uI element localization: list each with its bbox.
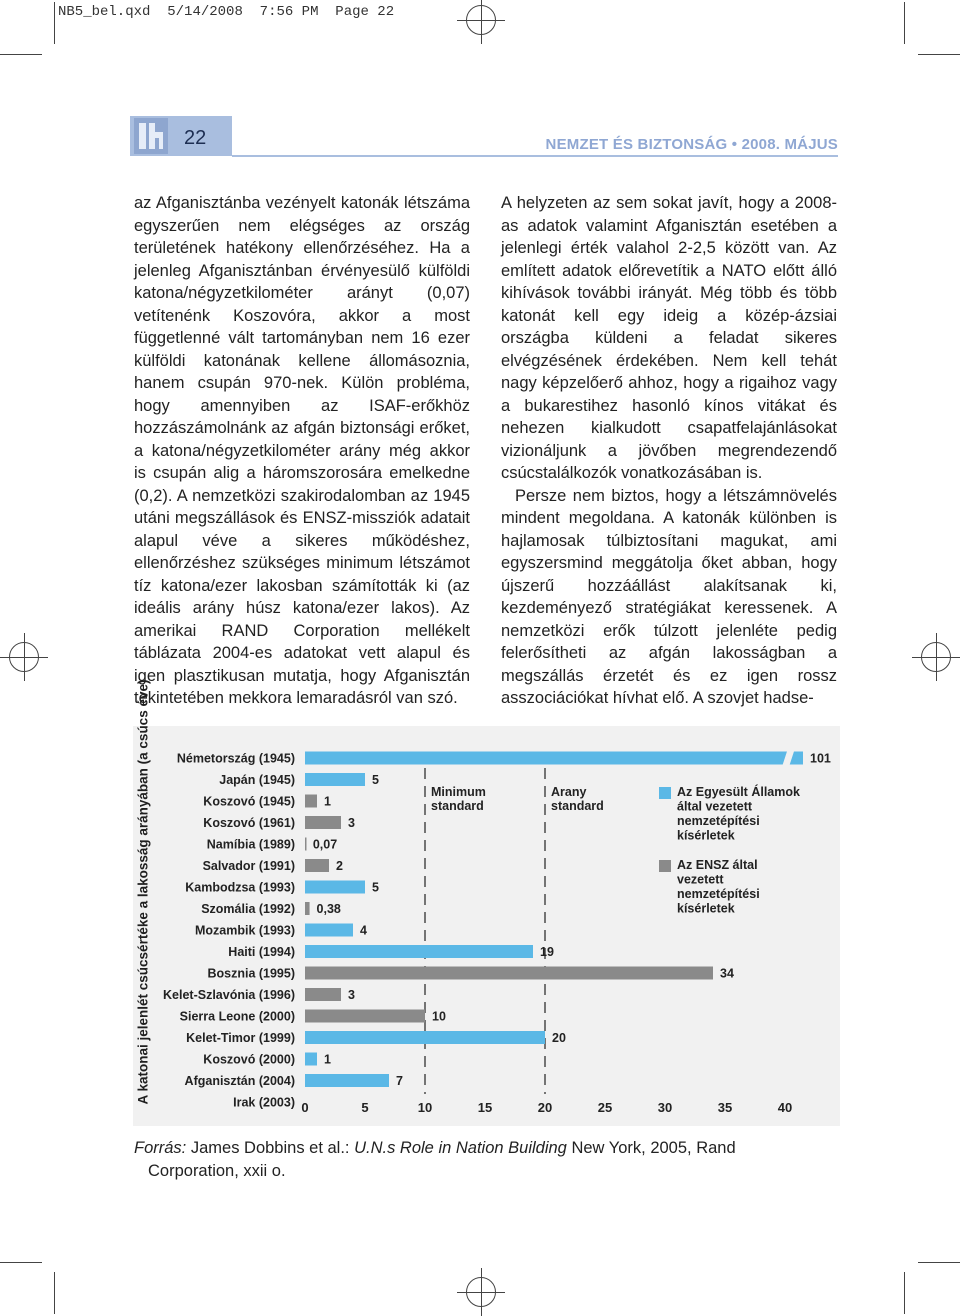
x-tick-label: 10	[417, 1100, 433, 1115]
data-bar	[305, 924, 353, 937]
category-label: Szomália (1992)	[201, 902, 295, 916]
registration-mark	[9, 642, 39, 672]
category-label: Afganisztán (2004)	[184, 1074, 295, 1088]
slug-file: NB5_bel.qxd	[58, 4, 151, 20]
registration-mark	[466, 1277, 496, 1307]
data-label: 1	[324, 794, 331, 809]
caption-rest-2: Corporation, xxii o.	[148, 1161, 286, 1180]
legend-label: nemzetépítési	[677, 814, 760, 828]
registration-mark	[921, 642, 951, 672]
chart-figure	[133, 679, 840, 1126]
data-label: 7	[396, 1074, 403, 1088]
crop-mark	[0, 54, 42, 55]
data-bar	[305, 1031, 545, 1044]
data-bar	[305, 881, 365, 894]
crop-mark	[904, 1272, 905, 1314]
legend-swatch	[659, 860, 671, 872]
running-title: NEMZET ÉS BIZTONSÁG • 2008. MÁJUS	[545, 136, 838, 153]
data-label: 5	[372, 880, 379, 895]
crop-mark	[54, 2, 55, 44]
data-bar	[305, 1010, 425, 1023]
data-label: 20	[552, 1031, 566, 1045]
data-label: 4	[360, 923, 367, 938]
page-number-box	[130, 116, 232, 156]
data-bar	[305, 773, 365, 786]
journal-logo-icon	[134, 118, 168, 154]
category-label: Németország (1945)	[176, 751, 295, 766]
category-label: Koszovó (1945)	[203, 794, 295, 809]
reference-line-label: standard	[431, 799, 484, 813]
x-tick-label: 40	[777, 1100, 793, 1115]
data-bar	[305, 902, 310, 915]
x-tick-label: 30	[657, 1100, 673, 1115]
category-label: Salvador (1991)	[202, 859, 295, 873]
left-paragraph: az Afganisztánba vezényelt katonák létszáma egyszerűen nem elégséges az ország területének hatékony ellenőrzéséhez. Ha a jelenleg Afganisztánban érvényesülő külföldi katona/négyzetkilométer arányt (0,07) vetítenénk Koszovóra, akkor a most függetlenné vált tartományban nem 16 ezer külföldi katonának kellene állomásoznia, hanem csupán 970-nek. Külön probléma, hogy amennyiben az ISAF-erőkhöz hozzászámolnánk az afgán biztonsági erőket, a katona/négyzetkilométer arány még akkor is csupán alig a háromszorosára emelkedne (0,2). A nemzetközi szakirodalomban az 1945 utáni megszállások és ENSZ-missziók adatait alapul véve a sikeres működéshez, ellenőrzéshez szükséges minimum létszámot tíz katona/ezer lakosban számították ki (az ideális arány húsz katona/ezer lakos). Az amerikai RAND Corporation mellékelt táblázata 2004-es adatokat vett alapul és igen plasztikusan mutatja, hogy Afganisztán tekintetében mekkora lemaradásról van szó.	[134, 194, 470, 707]
data-bar	[305, 1074, 389, 1087]
slug-time: 7:56 PM	[259, 4, 319, 20]
right-column	[501, 192, 837, 710]
bar-chart	[133, 679, 840, 1126]
data-label: 0,38	[316, 902, 341, 916]
category-label: Sierra Leone (2000)	[179, 1009, 295, 1024]
category-label: Haiti (1994)	[228, 945, 295, 959]
legend-label: kísérletek	[677, 828, 735, 843]
page-number: 22	[184, 127, 207, 149]
data-label: 34	[720, 966, 734, 981]
legend-label: Az Egyesült Államok	[677, 785, 800, 799]
legend-swatch	[659, 787, 671, 799]
crop-mark	[0, 1262, 42, 1263]
reference-line-label: standard	[551, 799, 604, 813]
crop-mark	[918, 54, 960, 55]
x-tick-label: 15	[477, 1100, 493, 1115]
legend-label: nemzetépítési	[677, 887, 760, 901]
data-label: 3	[348, 988, 355, 1002]
slug-date: 5/14/2008	[167, 4, 243, 20]
reference-line-label: Minimum	[431, 785, 486, 799]
data-bar	[305, 945, 533, 958]
data-label: 10	[432, 1009, 446, 1024]
category-label: Kambodzsa (1993)	[185, 880, 295, 895]
figure-caption	[134, 1137, 838, 1182]
caption-authors: James Dobbins et al.:	[186, 1139, 355, 1157]
data-label: 19	[540, 945, 554, 959]
print-slug	[58, 4, 394, 20]
x-tick-label: 35	[717, 1100, 733, 1115]
caption-source-title: U.N.s Role in Nation Building	[354, 1139, 567, 1157]
data-bar	[305, 1053, 317, 1066]
caption-rest-1: New York, 2005, Rand	[566, 1139, 736, 1157]
right-paragraph-2: Persze nem biztos, hogy a létszámnövelés mindent megoldana. A katonák különben is hajlamosak túlbiztosítani magukat, ami egyszersmind meggátolja őket abban, hogy újszerű hozzáállást alakítsanak ki, kezdeményező stratégiákat keressenek. A nemzetközi erők túlzott jelenléte pedig felerősítheti az afgán lakosságban a megszállás érzetét és ez igen rossz asszociációkat hívhat elő. A szovjet hadse-	[501, 486, 837, 707]
data-bar	[305, 859, 329, 872]
data-label: 1	[324, 1052, 331, 1067]
data-label: 3	[348, 816, 355, 830]
data-bar	[305, 988, 341, 1001]
crop-mark	[54, 1272, 55, 1314]
slug-page: Page 22	[335, 4, 395, 20]
x-tick-label: 25	[597, 1100, 613, 1115]
data-label: 101	[810, 751, 831, 766]
left-column	[134, 192, 470, 710]
category-label: Mozambik (1993)	[194, 923, 295, 938]
category-label: Koszovó (1961)	[203, 816, 295, 830]
category-label: Bosznia (1995)	[207, 966, 295, 981]
category-label: Kelet-Szlavónia (1996)	[163, 988, 295, 1002]
category-label: Kelet-Timor (1999)	[186, 1031, 295, 1045]
data-label: 5	[372, 773, 379, 787]
right-paragraph-1: A helyzeten az sem sokat javít, hogy a 2008-as adatok valamint Afganisztán esetében a jelenlegi érték valahol 2-2,5 között van. Az említett adatok előrevetítik a NATO előtt álló kihívások további irányát. Még több és több katonát kell egy ideig a közép-ázsiai országba küldeni a feladat sikeres elvégzésének érdekében. Nem kell tehát nagy képzelőerő ahhoz, hogy a rigaihoz vagy a bukarestihez hasonló kínos vitákat és nehezen kialkudott csapatfelajánlásokat vizionáljunk a jövőben megrendezendő csúcstalálkozók vonatkozásában is.	[501, 194, 837, 482]
x-tick-label: 20	[537, 1100, 553, 1115]
chart-y-axis-label: A katonai jelenlét csúcsértéke a lakosság arányában (a csúcs éve)	[135, 679, 151, 1105]
data-bar	[305, 795, 317, 808]
x-tick-label: 5	[361, 1100, 369, 1115]
category-label: Koszovó (2000)	[203, 1052, 295, 1067]
crop-mark	[918, 1262, 960, 1263]
data-label: 2	[336, 859, 343, 873]
data-bar	[305, 838, 307, 851]
legend-label: Az ENSZ által	[677, 858, 758, 872]
data-bar	[305, 816, 341, 829]
caption-prefix: Forrás:	[134, 1139, 187, 1157]
x-tick-label: 0	[301, 1100, 309, 1115]
legend-label: kísérletek	[677, 901, 735, 916]
registration-mark	[466, 5, 496, 35]
reference-line-label: Arany	[551, 785, 587, 799]
category-label: Japán (1945)	[219, 773, 295, 787]
crop-mark	[904, 2, 905, 44]
header-rule	[232, 155, 838, 157]
data-bar	[305, 967, 713, 980]
data-bar	[305, 752, 803, 765]
category-label: Namíbia (1989)	[206, 837, 295, 852]
data-label: 0,07	[312, 837, 338, 852]
legend-label: vezetett	[677, 872, 724, 887]
category-label: Irak (2003)	[233, 1095, 295, 1110]
legend-label: által vezetett	[677, 799, 753, 814]
